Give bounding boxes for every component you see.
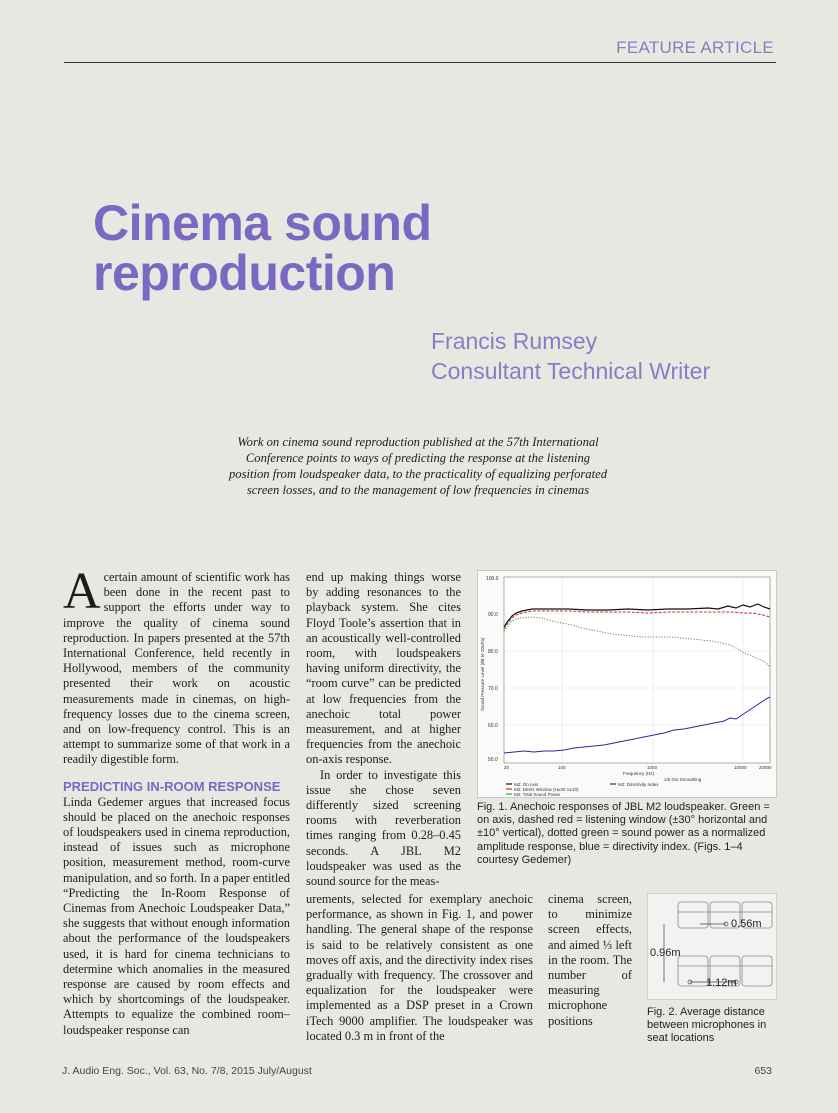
abstract-line: Conference points to ways of predicting the response at the listening xyxy=(245,451,591,465)
distance-label: 0.56m xyxy=(731,918,762,930)
x-tick: 100 xyxy=(558,765,566,770)
section-label: FEATURE ARTICLE xyxy=(616,38,774,57)
column-2-continued xyxy=(306,892,533,1044)
abstract-line: Work on cinema sound reproduction published at the 57th International xyxy=(237,435,599,449)
intro-paragraph xyxy=(63,563,290,768)
title-line-1: Cinema sound xyxy=(93,195,432,251)
frequency-response-plot xyxy=(478,571,776,797)
smoothing-label: 1/6 Oct Smoothing xyxy=(664,777,702,782)
paragraph: urements, selected for exemplary anechoic performance, as shown in Fig. 1, and power handling. The general shape of the response is said to be relatively consistent as one moves off axis, and the directivity index rises gradually with frequency. The crossover and equalization for the loudspeaker were implemented as a DSP preset in a Crown iTech 9000 amplifier. The loudspeaker was located 0.3 m in front of the xyxy=(306,892,533,1043)
paragraph: In order to investigate this issue she chose seven differently sized screening rooms with reverberation times ranging from 0.28–0.45 seconds. A JBL M2 loudspeaker was used as the sound source for the meas- xyxy=(306,767,461,889)
seat-layout-diagram xyxy=(648,894,776,999)
footer-citation: J. Audio Eng. Soc., Vol. 63, No. 7/8, 2015 July/August xyxy=(62,1065,312,1077)
abstract xyxy=(218,434,618,498)
legend-entry: M2: Direct Window (H±30 V±10) xyxy=(514,787,579,792)
legend-entry: M2: Directivity Index xyxy=(618,782,659,787)
abstract-line: screen losses, and to the management of low frequencies in cinemas xyxy=(246,483,590,497)
column-3 xyxy=(548,892,632,1029)
x-tick: 20000 xyxy=(759,765,772,770)
page-number: 653 xyxy=(754,1065,772,1077)
article-title xyxy=(93,195,432,301)
author-block xyxy=(431,326,710,386)
drop-cap: A xyxy=(63,563,101,620)
seat xyxy=(678,956,708,986)
author-role: Consultant Technical Writer xyxy=(431,358,711,384)
seat-rows xyxy=(678,902,772,986)
distance-label: 1.12m xyxy=(706,977,737,989)
x-tick: 10000 xyxy=(734,765,747,770)
seat xyxy=(742,956,772,986)
paragraph: end up making things worse by adding resonances to the playback system. She cites Floyd Toole’s assertion that in an acoustically well-controlled room, with loudspeakers having uniform directivity, the “room curve” can be predicted at low frequencies from the anechoic total power measurement, and at higher frequencies from the anechoic on-axis response. xyxy=(306,570,461,767)
y-tick: 80.0 xyxy=(488,649,498,655)
distance-label: 0.96m xyxy=(650,947,681,959)
y-tick: 90.0 xyxy=(488,612,498,618)
column-2 xyxy=(306,570,461,889)
author-name: Francis Rumsey xyxy=(431,328,598,354)
column-1 xyxy=(63,563,290,1038)
plot-area xyxy=(504,577,770,763)
y-tick: 50.0 xyxy=(488,757,498,763)
legend xyxy=(514,782,659,797)
y-top-label: 100.0 xyxy=(486,576,499,582)
x-tick: 1000 xyxy=(647,765,658,770)
figure-2-diagram xyxy=(647,893,777,1000)
legend-entry: M2: Total Sound Power xyxy=(514,792,561,797)
intro-text: certain amount of scientific work has been done in the recent past to support the efforts under way to improve the quality of cinema sound reproduction. In papers presented at the 57th International Conference, held recently in Hollywood, members of the community presented their work on acoustic measurements made in cinemas, on high-frequency losses due to the cinema screen, and on low-frequency control. This is an attempt to summarize some of that work in a readily digestible form. xyxy=(63,570,290,767)
section-heading: PREDICTING IN-ROOM RESPONSE xyxy=(63,778,281,794)
y-tick: 70.0 xyxy=(488,686,498,692)
legend-entry: M2: On Axis xyxy=(514,782,539,787)
abstract-line: position from loudspeaker data, to the practicality of equalizing perforated xyxy=(228,467,607,481)
paragraph: Linda Gedemer argues that increased focus should be placed on the anechoic responses of loudspeakers used in cinema reproduction, instead of issues such as microphone position, measurement method, room-curve manipulation, and so forth. In a paper entitled “Predicting the In-Room Response of Cinemas from Anechoic Loudspeaker Data,” she suggests that without enough information about the performance of the loudspeakers used, it is hard for cinema technicians to determine which anomalies in the measured response are caused by room effects and which by shortcomings of the loudspeaker. Attempts to equalize the combined room–loudspeaker response can xyxy=(63,794,290,1037)
x-tick: 20 xyxy=(504,765,510,770)
figure-1-caption: Fig. 1. Anechoic responses of JBL M2 loudspeaker. Green = on axis, dashed red = listening window (±30° horizontal and ±10° vertical), dotted green = sound power as a normalized amplitude response, blue = directivity index. (Figs. 1–4 courtesy Gedemer) xyxy=(477,801,770,866)
y-tick: 60.0 xyxy=(488,723,498,729)
title-line-2: reproduction xyxy=(93,245,396,301)
figure-2-caption: Fig. 2. Average distance between microphones in seat locations xyxy=(647,1006,767,1045)
y-axis-label: Sound Pressure Level (dB re 20uPa) xyxy=(480,637,485,711)
x-axis-label: Frequency (Hz) xyxy=(623,771,655,776)
figure-1-chart xyxy=(477,570,777,798)
header-rule xyxy=(64,62,776,63)
paragraph: cinema screen, to minimize screen effects, and aimed ⅓ left in the room. The number of measuring microphone positions xyxy=(548,892,632,1028)
